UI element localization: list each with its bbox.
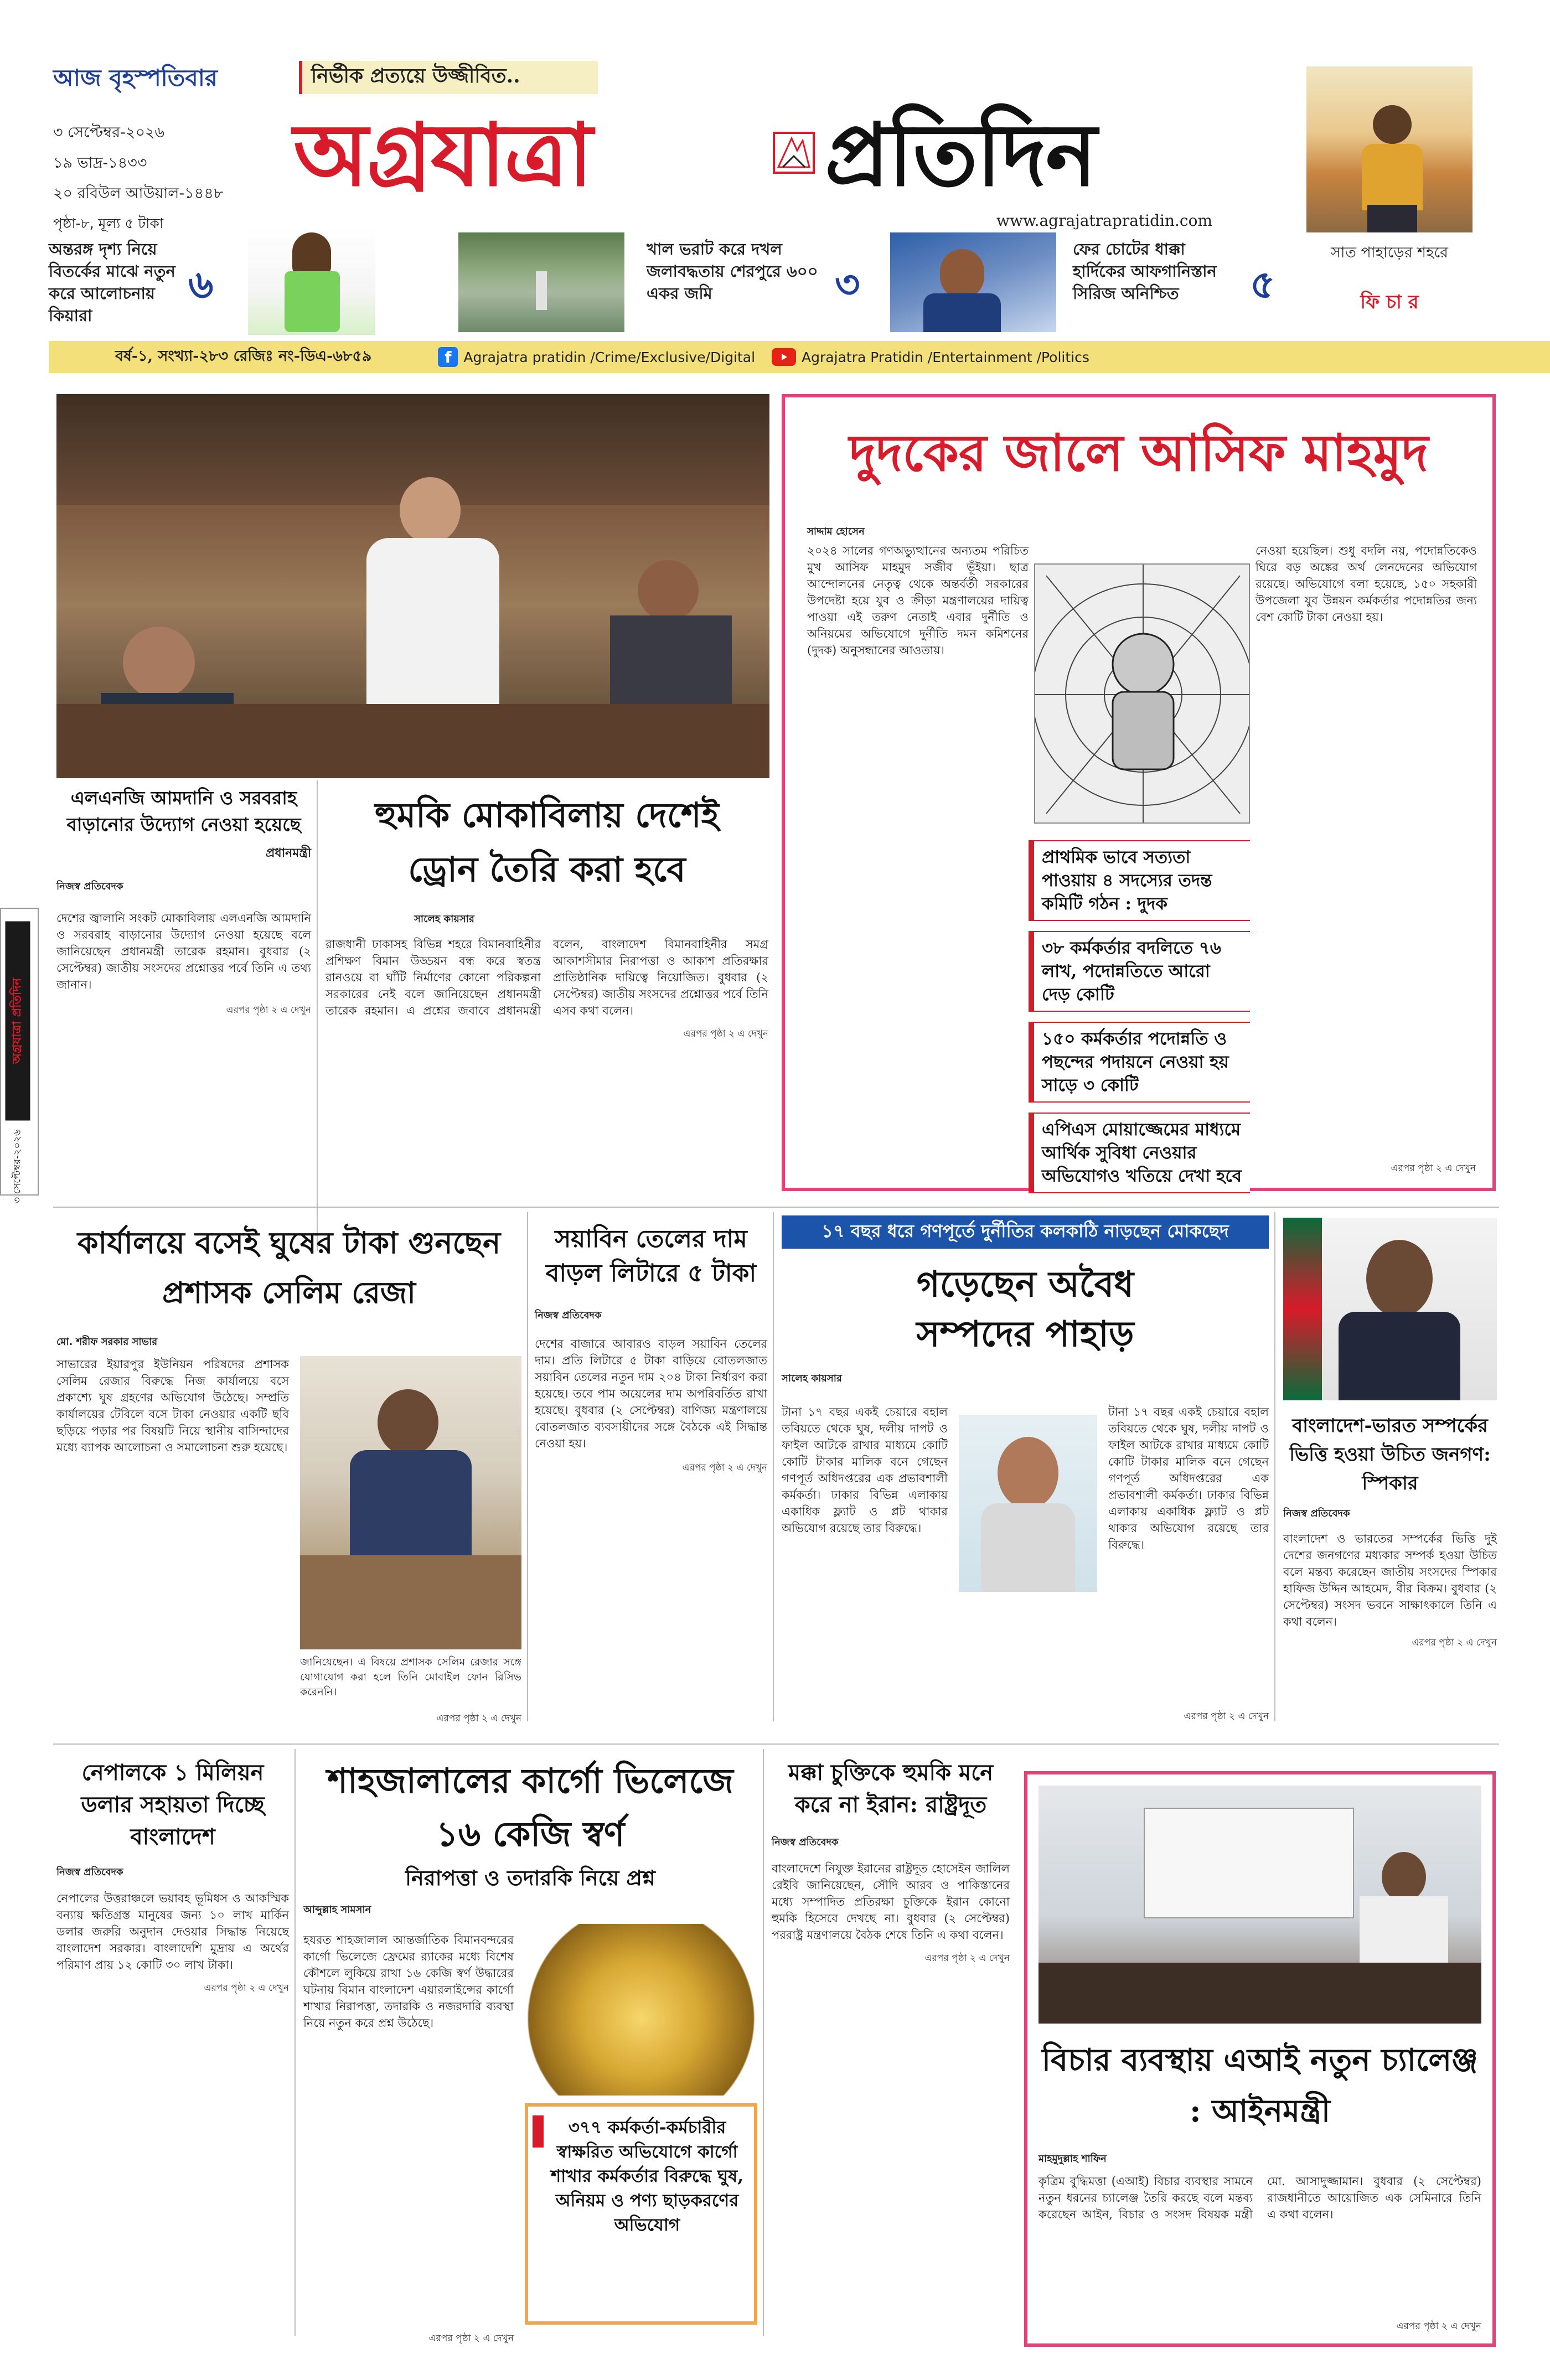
youtube-link[interactable]: Agrajatra Pratidin /Entertainment /Politics: [802, 349, 1089, 365]
ai-headline[interactable]: বিচার ব্যবস্থায় এআই নতুন চ্যালেঞ্জ : আইনমন্ত্রী: [1042, 2042, 1478, 2129]
dudok-illustration: [1034, 563, 1250, 824]
teaser-right-text[interactable]: ফের চোটের ধাক্কা হার্দিকের আফগানিস্তান সিরিজ অনিশ্চিত: [1073, 240, 1217, 303]
lng-continued[interactable]: এরপর পৃষ্ঠা ২ এ দেখুন: [226, 1005, 311, 1016]
date-hijri: ২০ রবিউল আউয়াল-১৪৪৮: [53, 185, 224, 202]
iran-body: বাংলাদেশে নিযুক্ত ইরানের রাষ্ট্রদূত হোসেইন জালিল রেইবি জানিয়েছেন, সৌদি আরব ও পাকিস্তানের মধ্যে সম্পাদিত প্রতিরক্ষা চুক্তিকে ইরান কোনো হুমকি হিসেবে দেখছে না। বুধবার (২ সেপ্টেম্বর) পররাষ্ট্র মন্ত্রণালয়ে বৈঠক শেষে তিনি এ কথা বলেন।: [772, 1862, 1010, 1942]
speaker-byline: নিজস্ব প্রতিবেদক: [1283, 1508, 1350, 1519]
teaser-right-page: ৫: [1250, 262, 1275, 307]
nepal-story: [56, 1749, 289, 2347]
lng-story: [56, 780, 311, 1267]
ai-body: কৃত্রিম বুদ্ধিমত্তা (এআই) বিচার ব্যবস্থার সামনে নতুন ধরনের চ্যালেঞ্জ তৈরি করছে বলে মন্তব্য করেছেন আইন, বিচার ও সংসদ বিষয়ক মন্ত্রী মো. আসাদুজ্জামান। বুধবার (২ সেপ্টেম্বর) রাজধানীতে আয়োজিত এক সেমিনারে তিনি এ কথা বলেন।: [1038, 2175, 1481, 2221]
lng-body: দেশের জ্বালানি সংকট মোকাবিলায় এলএনজি আমদানি ও সরবরাহ বাড়ানোর উদ্যোগ নেওয়া হয়েছে বলে জানিয়েছেন প্রধানমন্ত্রী তারেক রহমান। বুধবার (২ সেপ্টেম্বর) জাতীয় সংসদের প্রশ্নোত্তর পর্বে তিনি এ তথ্য জানান।: [56, 912, 311, 991]
nepal-body: নেপালের উত্তরাঞ্চলে ভয়াবহ ভূমিধস ও আকস্মিক বন্যায় ক্ষতিগ্রস্ত মানুষের জন্য ১০ লাখ মার্কিন ডলার জরুরি অনুদান দেওয়ার সিদ্ধান্ত নিয়েছে বাংলাদেশ সরকার। বাংলাদেশি মুদ্রায় এ অর্থের পরিমাণ প্রায় ১২ কোটি ৩০ লাখ টাকা।: [56, 1892, 289, 1972]
soyabean-story: [535, 1212, 767, 1727]
gold-deck: নিরাপত্তা ও তদারকি নিয়ে প্রশ্ন: [405, 1865, 655, 1890]
side-stamp: [0, 908, 39, 1204]
speaker-headline[interactable]: বাংলাদেশ-ভারত সম্পর্কের ভিত্তি হওয়া উচিত জনগণ: স্পিকার: [1289, 1415, 1491, 1494]
facebook-icon[interactable]: f: [438, 347, 458, 367]
nepal-continued[interactable]: এরপর পৃষ্ঠা ২ এ দেখুন: [204, 1983, 289, 1994]
nepal-byline: নিজস্ব প্রতিবেদক: [56, 1866, 123, 1878]
selim-continued[interactable]: এরপর পৃষ্ঠা ২ এ দেখুন: [436, 1713, 521, 1724]
logo-emblem-icon: [773, 132, 815, 174]
dudok-bullet-4: এপিএস মোয়াজ্জেমের মাধ্যমে আর্থিক সুবিধা নেওয়ার অভিযোগও খতিয়ে দেখা হবে: [1029, 1113, 1250, 1193]
drone-byline: সালেহ কায়সার: [414, 913, 474, 925]
dudok-bullet-3: ১৫০ কর্মকর্তার পদোন্নতি ও পছন্দের পদায়নে নেওয়া হয় সাড়ে ৩ কোটি: [1029, 1022, 1250, 1103]
iran-story: [772, 1749, 1010, 2347]
dudok-bullet-1: প্রাথমিক ভাবে সত্যতা পাওয়ায় ৪ সদস্যের তদন্ত কমিটি গঠন : দুদক: [1029, 840, 1250, 921]
gold-box: [525, 2103, 757, 2325]
mokched-banner-text[interactable]: ১৭ বছর ধরে গণপূর্তে দুর্নীতির কলকাঠি নাড়ছেন মোকছেদ: [822, 1220, 1229, 1241]
side-stamp-brand: অগ্রযাত্রা প্রতিদিন: [6, 922, 30, 1121]
tagline-text: নির্ভীক প্রত্যয়ে উজ্জীবিত..: [311, 64, 520, 87]
speaker-story: [1283, 1411, 1497, 1727]
selim-story: [56, 1212, 521, 1727]
gold-byline: আব্দুল্লাহ সামসান: [303, 1904, 371, 1916]
ai-box: [1024, 1771, 1496, 2347]
drone-continued[interactable]: এরপর পৃষ্ঠা ২ এ দেখুন: [683, 1028, 768, 1039]
dudok-box: [782, 394, 1496, 1191]
soyabean-continued[interactable]: এরপর পৃষ্ঠা ২ এ দেখুন: [682, 1462, 767, 1473]
gold-box-marker: [533, 2115, 544, 2148]
masthead: [0, 0, 1550, 343]
date-block: [53, 60, 264, 236]
feature-label: ফি চা র: [1360, 291, 1419, 313]
gold-headline[interactable]: শাহজালালের কার্গো ভিলেজে ১৬ কেজি স্বর্ণ: [327, 1761, 733, 1854]
gold-continued[interactable]: এরপর পৃষ্ঠা ২ এ দেখুন: [428, 2333, 514, 2344]
dudok-byline: সাদ্দাম হোসেন: [807, 526, 865, 537]
tagline: [299, 61, 598, 94]
dudok-body-right: নেওয়া হয়েছিল। শুধু বদলি নয়, পদোন্নতিকেও ঘিরে বড় অঙ্কের অর্থ লেনদেনের অভিযোগ রয়েছে। অভিযোগে বলা হয়েছে, ১৫০ সহকারী উপজেলা যুব উন্নয়ন কর্মকর্তার পদোন্নতির জন্য বেশ কোটি টাকা নেওয়া হয়।: [1256, 544, 1477, 624]
selim-caption: জানিয়েছেন। এ বিষয়ে প্রশাসক সেলিম রেজার সঙ্গে যোগাযোগ করা হলে তিনি মোবাইল ফোন রিসিভ করেননি।: [300, 1656, 521, 1698]
youtube-icon[interactable]: [772, 348, 796, 366]
mokched-byline: সালেহ কায়সার: [782, 1373, 842, 1384]
dudok-continued[interactable]: এরপর পৃষ্ঠা ২ এ দেখুন: [1391, 1163, 1476, 1174]
soyabean-headline[interactable]: সয়াবিন তেলের দাম বাড়ল লিটারে ৫ টাকা: [545, 1225, 757, 1287]
issue-info: বর্ষ-১, সংখ্যা-২৮৩ রেজিঃ নং-ডিএ-৬৮৫৯: [115, 347, 372, 365]
soyabean-byline: নিজস্ব প্রতিবেদক: [535, 1310, 602, 1321]
dudok-bullet-list: [1029, 840, 1250, 1193]
facebook-link[interactable]: Agrajatra pratidin /Crime/Exclusive/Digital: [463, 349, 756, 365]
gold-body: হযরত শাহজালাল আন্তর্জাতিক বিমানবন্দরের কার্গো ভিলেজে ফ্রেমের র‍্যাকের মধ্যে বিশেষ কৌশলে লুকিয়ে রাখা ১৬ কেজি স্বর্ণ উদ্ধারের ঘটনায় বিমান বাংলাদেশ এয়ারলাইন্সের কার্গো শাখার নিরাপত্তা, তদারকি ও নজরদারি ব্যবস্থা নিয়ে নতুন করে প্রশ্ন উঠেছে।: [303, 1933, 514, 2030]
dudok-bullet-2: ৩৮ কর্মকর্তার বদলিতে ৭৬ লাখ, পদোন্নতিতে আরো দেড় কোটি: [1029, 931, 1250, 1012]
mokched-body: টানা ১৭ বছর একই চেয়ারে বহাল তবিয়তে থেকে ঘুষ, দলীয় দাপট ও ফাইল আটকে রাখার মাধ্যমে কোটি কোটি টাকার মালিক বনে গেছেন গণপূর্ত অধিদপ্তরের এক প্রভাবশালী কর্মকর্তা। ঢাকার বিভিন্ন এলাকায় একাধিক ফ্ল্যাট ও প্লট থাকার অভিযোগ রয়েছে তার বিরুদ্ধে।: [782, 1405, 948, 1535]
selim-byline: মো. শরীফ সরকার সাভার: [56, 1336, 158, 1348]
lng-byline: নিজস্ব প্রতিবেদক: [56, 881, 123, 892]
ai-continued[interactable]: এরপর পৃষ্ঠা ২ এ দেখুন: [1396, 2321, 1481, 2332]
logo-right: প্রতিদিন: [825, 104, 1096, 205]
mokched-banner: [782, 1215, 1269, 1249]
dudok-body: ২০২৪ সালের গণঅভ্যুত্থানের অন্যতম পরিচিত মুখ আসিফ মাহমুদ সজীব ভূঁইয়া। ছাত্র আন্দোলনের নেতৃত্ব থেকে অন্তর্বর্তী সরকারের উপদেষ্টা হয়ে যুব ও ক্রীড়া মন্ত্রণালয়ের দায়িত্ব পাওয়া এই তরুণ নেতাই এবার দুর্নীতি ও অনিয়মের অভিযোগে দুর্নীতি দমন কমিশনের (দুদক) অনুসন্ধানের আওতায়।: [807, 544, 1029, 657]
issue-strip: [49, 341, 1550, 373]
mokched-body-right: টানা ১৭ বছর একই চেয়ারে বহাল তবিয়তে থেকে ঘুষ, দলীয় দাপট ও ফাইল আটকে রাখার মাধ্যমে কোটি কোটি টাকার মালিক বনে গেছেন গণপূর্ত অধিদপ্তরের এক প্রভাবশালী কর্মকর্তা। ঢাকার বিভিন্ন এলাকায় একাধিক ফ্ল্যাট ও প্লট থাকার অভিযোগ রয়েছে তার বিরুদ্ধে।: [1108, 1405, 1269, 1551]
nepal-headline[interactable]: নেপালকে ১ মিলিয়ন ডলার সহায়তা দিচ্ছে বাংলাদেশ: [81, 1760, 265, 1850]
website[interactable]: www.agrajatrapratidin.com: [996, 211, 1212, 230]
mokched-story: [782, 1254, 1269, 1725]
drone-body: রাজধানী ঢাকাসহ বিভিন্ন শহরে বিমানবাহিনীর প্রশিক্ষণ বিমান উড্ডয়ন বন্ধ করে স্বতন্ত্র রানওয়ে বা ঘাঁটি নির্মাণের কোনো পরিকল্পনা সরকারের নেই বলে জানিয়েছেন প্রধানমন্ত্রী তারেক রহমান। এ প্রশ্নের জবাবে প্রধানমন্ত্রী বলেন, বাংলাদেশ বিমানবাহিনীর সমগ্র আকাশসীমার নিরাপত্তা ও আকাশ প্রতিরক্ষার প্রাতিষ্ঠানিক দায়িত্বে নিয়োজিত। বুধবার (২ সেপ্টেম্বর) জাতীয় সংসদের প্রশ্নোত্তর পর্বে তিনি এসব কথা বলেন।: [326, 938, 768, 1017]
teaser-right-photo: [890, 232, 1056, 332]
gold-box-text: ৩৭৭ কর্মকর্তা-কর্মচারীর স্বাক্ষরিত অভিযোগে কার্গো শাখার কর্মকর্তার বিরুদ্ধে ঘুষ, অনিয়ম ও পণ্য ছাড়করণের অভিযোগ: [550, 2118, 744, 2235]
drone-story: [326, 780, 768, 1256]
dudok-headline[interactable]: দুদকের জালে আসিফ মাহমুদ: [849, 423, 1429, 483]
iran-byline: নিজস্ব প্রতিবেদক: [772, 1836, 839, 1848]
feature-caption: সাত পাহাড়ের শহরে: [1330, 244, 1449, 261]
selim-headline[interactable]: কার্যালয়ে বসেই ঘুষের টাকা গুনছেন প্রশাসক সেলিম রেজা: [77, 1225, 501, 1310]
iran-headline[interactable]: মক্কা চুক্তিকে হুমকি মনে করে না ইরান: রাষ্ট্রদূত: [788, 1760, 994, 1818]
parliament-photo: [56, 394, 769, 778]
teaser-left-page: ৬: [188, 262, 214, 307]
teaser-mid-photo: [458, 232, 624, 332]
teaser-mid-page: ৩: [835, 262, 860, 307]
selim-photo: [300, 1356, 521, 1649]
day-label: আজ বৃহস্পতিবার: [53, 64, 218, 91]
selim-body: সাভারের ইয়ারপুর ইউনিয়ন পরিষদের প্রশাসক সেলিম রেজার বিরুদ্ধে নিজ কার্যালয়ে বসে প্রকাশ্যে ঘুষ গ্রহণের অভিযোগ উঠেছে। সম্প্রতি কার্যালয়ের টেবিলে বসে টাকা নেওয়ার একটি ছবি ছড়িয়ে পড়ার পর বিষয়টি নিয়ে স্থানীয় বাসিন্দাদের মধ্যে ব্যাপক আলোচনা ও সমালোচনা শুরু হয়েছে।: [56, 1358, 289, 1454]
teaser-left-photo: [248, 227, 375, 335]
feature-photo: [1306, 66, 1472, 232]
teaser-left-text[interactable]: অন্তরঙ্গ দৃশ্য নিয়ে বিতর্কের মাঝে নতুন করে আলোচনায় কিয়ারা: [49, 240, 175, 325]
date-greg: ৩ সেপ্টেম্বর-২০২৬: [53, 124, 165, 141]
date-bangla: ১৯ ভাদ্র-১৪৩৩: [53, 154, 147, 172]
teaser-strip: [49, 232, 1278, 332]
logo: [293, 100, 1279, 216]
drone-headline[interactable]: হুমকি মোকাবিলায় দেশেই ড্রোন তৈরি করা হবে: [375, 795, 719, 889]
speaker-continued[interactable]: এরপর পৃষ্ঠা ২ এ দেখুন: [1412, 1637, 1497, 1648]
teaser-mid-text[interactable]: খাল ভরাট করে দখল জলাবদ্ধতায় শেরপুরে ৬০০ একর জমি: [647, 240, 818, 303]
ai-byline: মাহমুদুল্লাহ শাফিন: [1038, 2153, 1107, 2165]
mokched-continued[interactable]: এরপর পৃষ্ঠা ২ এ দেখুন: [1184, 1711, 1269, 1722]
side-stamp-date: ৩ সেপ্টেম্বর-২০২৬: [11, 1129, 23, 1204]
gold-story: [303, 1749, 757, 2347]
mokched-headline[interactable]: গড়েছেন অবৈধ সম্পদের পাহাড়: [916, 1264, 1134, 1355]
lng-tag: প্রধানমন্ত্রী: [265, 846, 311, 860]
iran-continued[interactable]: এরপর পৃষ্ঠা ২ এ দেখুন: [924, 1953, 1010, 1964]
pages-price: পৃষ্ঠা-৮, মূল্য ৫ টাকা: [53, 215, 164, 231]
soyabean-body: দেশের বাজারে আবারও বাড়ল সয়াবিন তেলের দাম। প্রতি লিটারে ৫ টাকা বাড়িয়ে বোতলজাত সয়াবিন তেলের নতুন দাম ২০৪ টাকা নির্ধারণ করা হয়েছে। তবে পাম অয়েলের দাম অপরিবর্তিত রাখা হয়েছে। বুধবার (২ সেপ্টেম্বর) বাণিজ্য মন্ত্রণালয়ে বোতলজাত ব্যবসায়ীদের সঙ্গে বৈঠকে এই সিদ্ধান্ত নেওয়া হয়।: [535, 1337, 767, 1450]
gold-photo: [525, 1924, 757, 2096]
ai-photo: [1038, 1786, 1481, 2024]
lng-headline[interactable]: এলএনজি আমদানি ও সরবরাহ বাড়ানোর উদ্যোগ নেওয়া হয়েছে: [66, 787, 301, 835]
logo-left: অগ্রযাত্রা: [293, 104, 592, 205]
speaker-photo: [1283, 1218, 1497, 1400]
speaker-body: বাংলাদেশ ও ভারতের সম্পর্কের ভিত্তি দুই দেশের জনগণের মধ্যকার সম্পর্ক হওয়া উচিত বলে মন্তব্য করেছেন জাতীয় সংসদের স্পিকার হাফিজ উদ্দিন আহমেদ, বীর বিক্রম। বুধবার (২ সেপ্টেম্বর) সংসদ ভবনে সাক্ষাৎকালে তিনি এ কথা বলেন।: [1283, 1532, 1497, 1628]
mokched-photo: [959, 1415, 1097, 1592]
